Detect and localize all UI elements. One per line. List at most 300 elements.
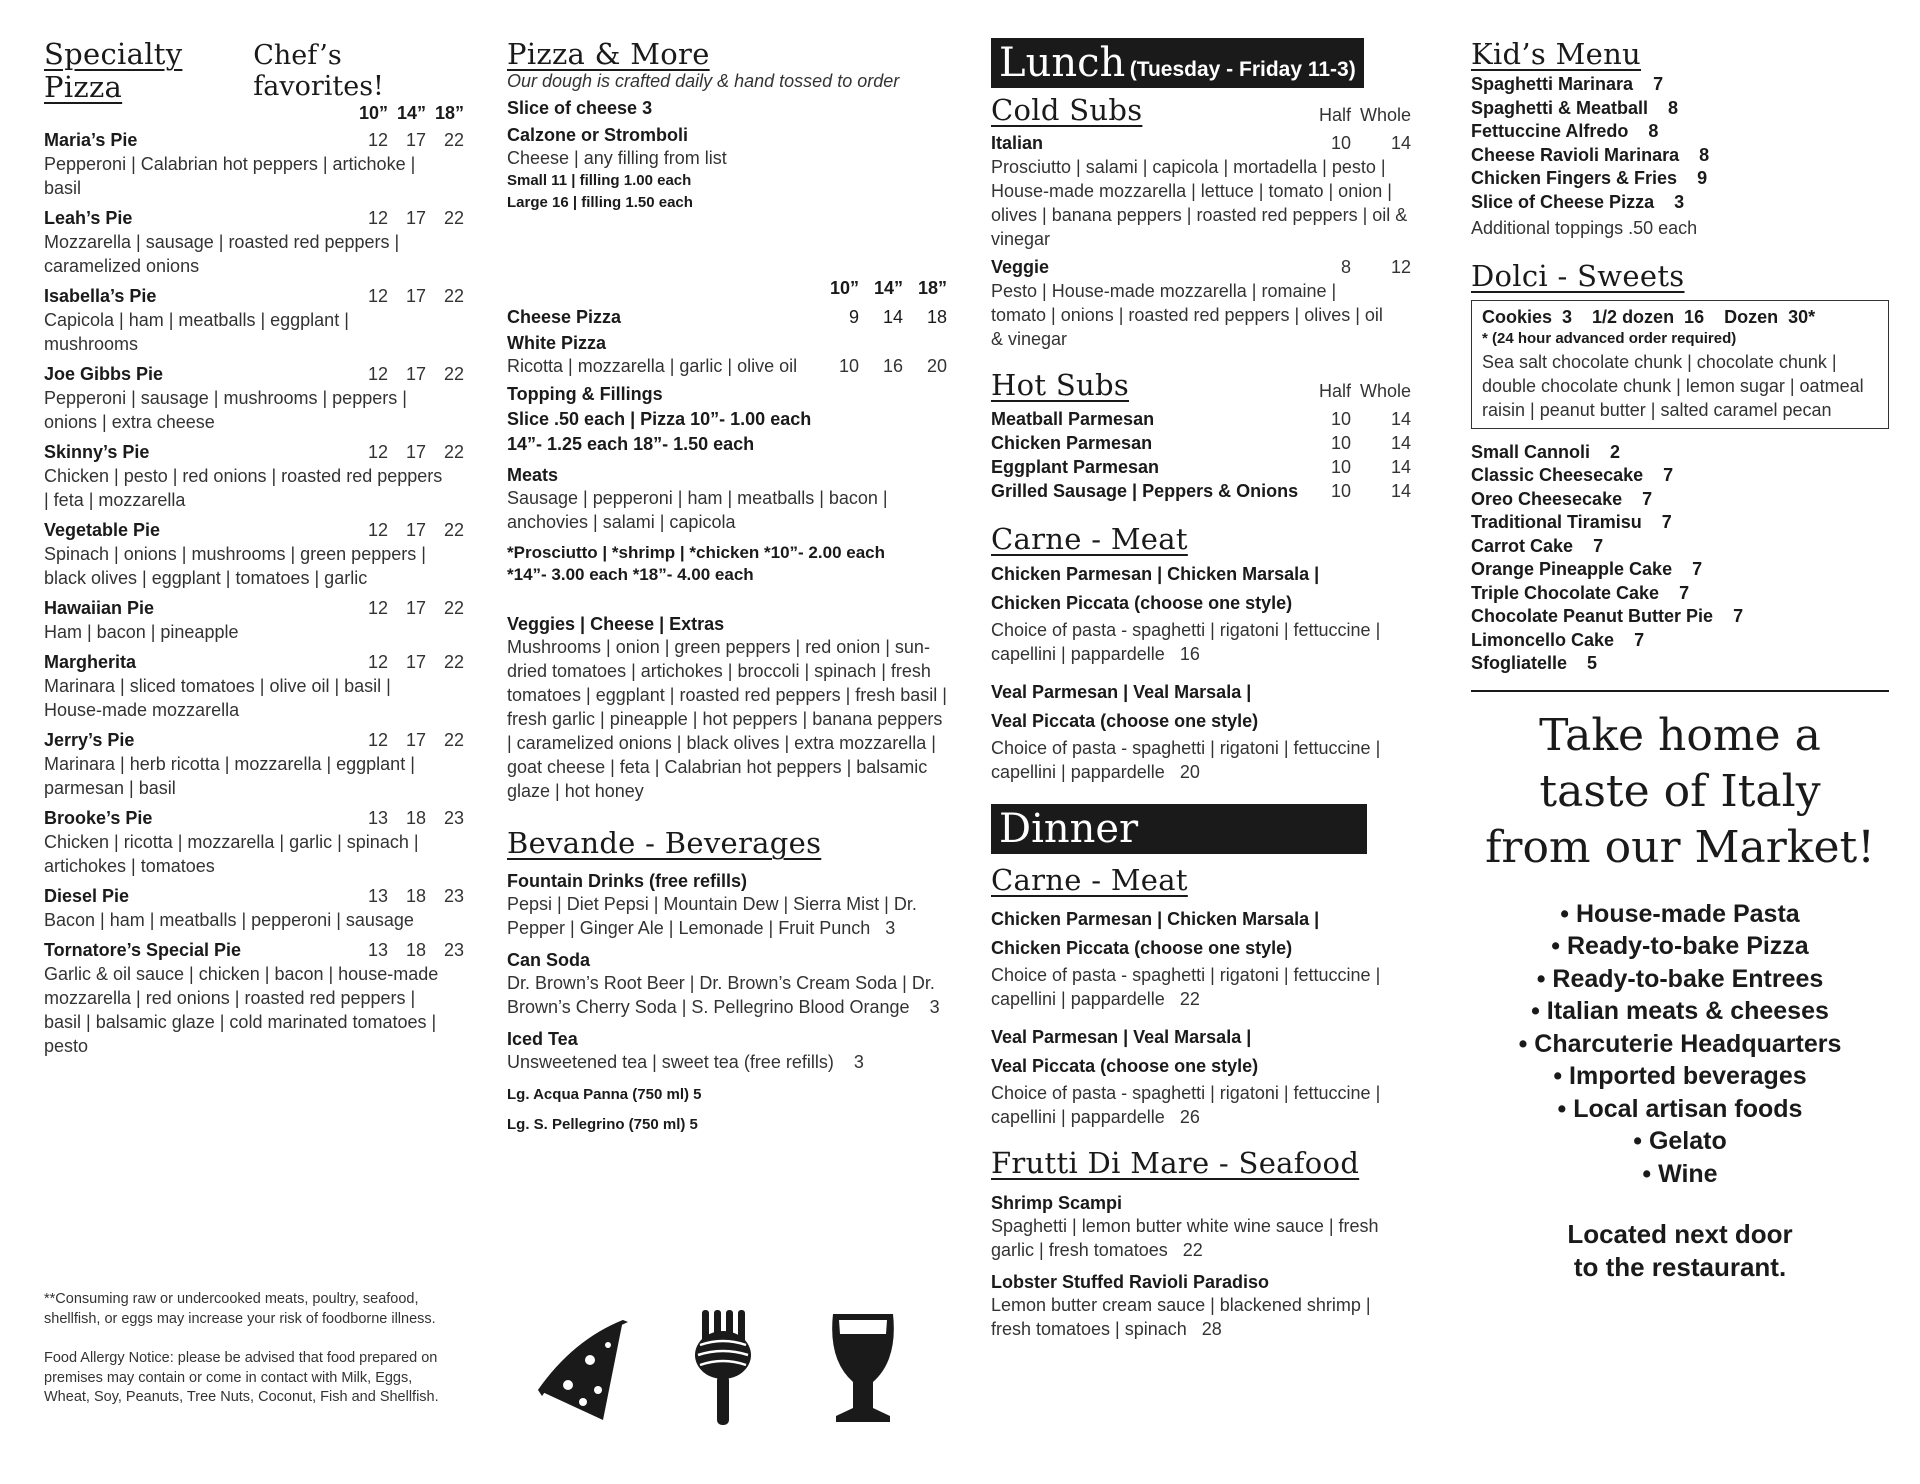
specialty-pizza-row [44,884,464,908]
can-soda-desc-text: Dr. Brown’s Root Beer | Dr. Brown’s Cream Soda | Dr. Brown’s Cherry Soda | S. Pellegrino Blood Orange [507,972,935,1017]
pizza-price: 12 [367,207,388,228]
kids-item-price: 9 [1697,168,1708,189]
pizza-name: Isabella’s Pie [44,285,157,306]
pizza-desc: Chicken | ricotta | mozzarella | garlic | spinach | artichokes | tomatoes [44,831,419,876]
shrimp-title: Shrimp Scampi [991,1192,1123,1213]
pizza-name: Hawaiian Pie [44,597,155,618]
hot-sub-whole: 14 [1390,432,1411,453]
price-18: 20 [926,356,947,377]
size-10: 10” [829,278,859,299]
pizza-prices [350,596,464,620]
lobster-title: Lobster Stuffed Ravioli Paradiso [991,1271,1270,1292]
meats-title: Meats [507,465,559,486]
calzone-desc: Cheese | any filling from list [507,148,727,169]
specialty-pizza-item [44,128,464,200]
sweet-item [1471,582,1889,606]
sweet-item [1471,511,1889,535]
pizza-price: 12 [367,729,388,750]
pizza-price: 17 [405,519,426,540]
lobster-price: 28 [1201,1318,1222,1339]
hot-sub-name: Chicken Parmesan [991,432,1153,453]
kids-item-price: 8 [1648,121,1659,142]
iced-tea-title: Iced Tea [507,1028,578,1049]
market-title [1471,708,1889,876]
raw-food-warning: **Consuming raw or undercooked meats, poultry, seafood, shellfish, or eggs may increase your risk of foodborne illness. [44,1291,436,1327]
calzone-title: Calzone or Stromboli [507,125,689,146]
kids-item-name: Spaghetti Marinara [1471,74,1634,95]
kids-item-price: 3 [1674,191,1685,212]
can-soda-price: 3 [929,996,940,1017]
hot-subs-list [991,407,1411,503]
kids-item-price: 8 [1668,97,1679,118]
fountain-price: 3 [885,917,896,938]
sweet-item [1471,535,1889,559]
fork-spaghetti-icon [695,1310,751,1425]
calzone-small: Small 11 | filling 1.00 each [507,172,692,190]
toppings-title: Topping & Fillings [507,384,663,405]
pizza-prices [350,518,464,542]
size-14: 14” [873,278,903,299]
kids-item [1471,120,1889,144]
can-soda-title: Can Soda [507,949,591,970]
pizza-price: 12 [367,129,388,150]
dough-tagline: Our dough is crafted daily & hand tossed to order [507,71,900,92]
pizza-prices [350,884,464,908]
pizza-price: 23 [443,885,464,906]
sweet-item-price: 7 [1663,465,1674,486]
hot-sub-prices [1301,479,1411,503]
shrimp-desc-text: Spaghetti | lemon butter white wine sauce | fresh garlic | fresh tomatoes [991,1215,1379,1260]
pizza-prices [350,806,464,830]
half-label: Half [1318,105,1351,126]
dinner-veal-desc [991,1081,1411,1129]
pizza-name: Brooke’s Pie [44,807,153,828]
pizza-desc: Ham | bacon | pineapple [44,621,239,642]
specialty-pizza-row [44,128,464,152]
specialty-pizza-item [44,362,464,434]
pizza-desc: Capicola | ham | meatballs | eggplant | mushrooms [44,309,349,354]
dinner-chicken-price: 22 [1179,989,1200,1010]
pizza-price: 23 [443,939,464,960]
specialty-pizza-item [44,806,464,878]
market-bullet: • Gelato [1633,1127,1727,1156]
pizza-price: 22 [443,729,464,750]
pizza-desc: Mozzarella | sausage | roasted red peppers | caramelized onions [44,231,400,276]
calzone-large: Large 16 | filling 1.50 each [507,194,693,212]
pizza-price: 18 [405,885,426,906]
food-notice [44,1290,454,1408]
market-location [1471,1218,1889,1284]
hot-sub-half: 10 [1330,432,1351,453]
pizza-price: 12 [367,441,388,462]
white-pizza-name: White Pizza [507,333,607,354]
pizza-price: 22 [443,285,464,306]
pizza-prices [350,362,464,386]
sweet-item [1471,629,1889,653]
chefs-favorites-subtitle: Chef’s favorites! [253,40,384,102]
dinner-chicken-title [991,905,1411,963]
kids-item-name: Cheese Ravioli Marinara [1471,144,1680,165]
dinner-header [991,804,1367,854]
hot-sub-half: 10 [1330,480,1351,501]
hot-sub-whole: 14 [1390,456,1411,477]
market-bullet: • Wine [1642,1159,1718,1188]
pizza-name: Leah’s Pie [44,207,133,228]
pizza-price: 22 [443,441,464,462]
pizza-price: 17 [405,729,426,750]
lunch-chicken-desc-text: Choice of pasta - spaghetti | rigatoni | fettuccine | capellini | pappardelle [991,620,1381,665]
hot-sub-name: Meatball Parmesan [991,408,1155,429]
kids-item-price: 7 [1653,74,1664,95]
s-pellegrino: Lg. S. Pellegrino (750 ml) 5 [507,1115,698,1133]
seafood-title: Frutti Di Mare - Seafood [991,1146,1360,1181]
size-18: 18” [434,102,464,123]
specialty-pizza-item [44,938,464,1058]
pizza-desc: Marinara | sliced tomatoes | olive oil | basil | House-made mozzarella [44,675,391,720]
iced-tea-desc [507,1050,947,1074]
pizza-prices [350,128,464,152]
lunch-carne-title: Carne - Meat [991,521,1188,556]
veggie-row [991,255,1411,279]
size-18: 18” [917,278,947,299]
lunch-title: Lunch [999,40,1126,86]
location-line-1: Located next door [1567,1219,1793,1250]
kids-toppings-note: Additional toppings .50 each [1471,218,1698,239]
hot-sub-half: 10 [1330,456,1351,477]
half-label: Half [1318,380,1351,401]
market-title-line-1: Take home a [1539,709,1821,761]
sweet-item-price: 7 [1634,629,1645,650]
sweet-item [1471,652,1889,676]
lunch-header [991,38,1364,88]
pizza-price: 13 [367,885,388,906]
pizza-desc: Pepperoni | sausage | mushrooms | peppers | onions | extra cheese [44,387,407,432]
hot-sub-prices [1301,407,1411,431]
sweet-item [1471,464,1889,488]
sweet-item-price: 5 [1587,653,1598,674]
pizza-price: 18 [405,807,426,828]
sweet-item-name: Triple Chocolate Cake [1471,582,1660,603]
sweet-item-price: 2 [1610,441,1621,462]
italian-whole: 14 [1390,133,1411,154]
specialty-pizza-item [44,596,464,644]
specialty-pizza-row [44,728,464,752]
kids-item [1471,97,1889,121]
pizza-price: 18 [405,939,426,960]
pizza-desc: Pepperoni | Calabrian hot peppers | artichoke | basil [44,153,416,198]
veggies-title: Veggies | Cheese | Extras [507,614,725,635]
iced-tea-price: 3 [853,1051,864,1072]
price-14: 16 [882,356,903,377]
sweet-item-name: Chocolate Peanut Butter Pie [1471,606,1714,627]
pizza-price: 17 [405,285,426,306]
italian-half: 10 [1330,133,1351,154]
lobster-desc-text: Lemon butter cream sauce | blackened shrimp | fresh tomatoes | spinach [991,1294,1371,1339]
pizza-price: 22 [443,597,464,618]
pizza-price: 17 [405,441,426,462]
sweet-item-name: Carrot Cake [1471,535,1574,556]
fountain-desc [507,892,947,940]
sweet-item [1471,605,1889,629]
sweet-item-name: Limoncello Cake [1471,629,1615,650]
sweet-item [1471,441,1889,465]
specialty-pizza-item [44,206,464,278]
kids-menu-title: Kid’s Menu [1471,37,1642,71]
lunch-hours: (Tuesday - Friday 11-3) [1129,58,1356,81]
iced-tea-desc-text: Unsweetened tea | sweet tea (free refills) [507,1051,834,1072]
dinner-chicken-desc [991,963,1411,1011]
sweet-item-name: Sfogliatelle [1471,653,1568,674]
pizza-name: Maria’s Pie [44,129,138,150]
hot-sub-row [991,455,1411,479]
pizza-price: 12 [367,651,388,672]
lunch-chicken-title [991,560,1411,618]
dinner-chicken-line-2: Chicken Piccata (choose one style) [991,938,1293,959]
pizza-price: 22 [443,129,464,150]
lunch-chicken-line-1: Chicken Parmesan | Chicken Marsala | [991,564,1320,585]
dinner-veal-price: 26 [1179,1107,1200,1128]
cheese-pizza-row [507,305,947,329]
sweet-item-price: 7 [1733,606,1744,627]
price-14: 14 [882,307,903,328]
sweet-item-price: 7 [1692,559,1703,580]
pizza-price: 22 [443,651,464,672]
cookies-box [1471,300,1889,429]
hot-sub-half: 10 [1330,408,1351,429]
kids-item [1471,167,1889,191]
dinner-title: Dinner [999,806,1139,853]
premium-toppings [507,542,947,586]
size-10: 10” [358,102,388,123]
pizza-name: Margherita [44,651,137,672]
specialty-pizza-item [44,728,464,800]
lunch-veal-title [991,678,1411,736]
specialty-size-header [44,103,464,124]
divider [1471,690,1889,692]
toppings-block [507,382,947,457]
fountain-title: Fountain Drinks (free refills) [507,870,748,891]
hot-subs-title: Hot Subs [991,368,1130,403]
kids-item [1471,144,1889,168]
market-bullet: • Italian meats & cheeses [1531,997,1829,1026]
lunch-chicken-desc [991,618,1411,666]
pizza-price: 17 [405,597,426,618]
sweet-item-name: Oreo Cheesecake [1471,488,1623,509]
pizza-price: 17 [405,651,426,672]
veggie-desc: Pesto | House-made mozzarella | romaine | tomato | onions | roasted red peppers | olives | oil & vinegar [991,281,1383,350]
pizza-desc: Spinach | onions | mushrooms | green peppers | black olives | eggplant | tomatoes | garlic [44,543,426,588]
pizza-prices [350,650,464,674]
specialty-pizza-row [44,440,464,464]
premium-line-2: *14”- 3.00 each *18”- 4.00 each [507,565,754,585]
specialty-pizza-row [44,518,464,542]
kids-sweets-market-column [1471,38,1889,1284]
specialty-pizza-row [44,650,464,674]
market-bullet: • Ready-to-bake Entrees [1536,964,1824,993]
sweet-item-name: Traditional Tiramisu [1471,512,1642,533]
sweets-title: Dolci - Sweets [1471,259,1685,294]
kids-item-name: Chicken Fingers & Fries [1471,168,1678,189]
specialty-pizza-item [44,650,464,722]
beverages-title: Bevande - Beverages [507,826,822,861]
pizza-name: Jerry’s Pie [44,729,135,750]
specialty-pizza-row [44,362,464,386]
kids-item-name: Fettuccine Alfredo [1471,121,1629,142]
price-10: 9 [848,307,859,328]
pizza-prices [350,728,464,752]
market-bullet: • Charcuterie Headquarters [1518,1029,1842,1058]
white-pizza-desc: Ricotta | mozzarella | garlic | olive oil [507,356,798,377]
specialty-pizza-row [44,806,464,830]
pizza-price: 17 [405,129,426,150]
market-bullet: • Local artisan foods [1557,1094,1803,1123]
pizza-name: Joe Gibbs Pie [44,363,164,384]
price-18: 18 [926,307,947,328]
hot-subs-header [991,369,1411,402]
pizza-prices [350,284,464,308]
menu-icons [528,1300,928,1435]
sweet-item-name: Classic Cheesecake [1471,465,1644,486]
pizza-desc: Chicken | pesto | red onions | roasted red peppers | feta | mozzarella [44,465,443,510]
wine-glass-icon [832,1314,894,1422]
specialty-pizza-row [44,596,464,620]
lunch-chicken-line-2: Chicken Piccata (choose one style) [991,593,1293,614]
pizza-name: Skinny’s Pie [44,441,150,462]
sweet-item-price: 7 [1661,512,1672,533]
italian-row [991,131,1411,155]
meats-desc: Sausage | pepperoni | ham | meatballs | bacon | anchovies | salami | capicola [507,488,888,533]
pizza-price: 12 [367,519,388,540]
sweet-item-price: 7 [1679,582,1690,603]
sweet-item-name: Orange Pineapple Cake [1471,559,1673,580]
dinner-veal-line-1: Veal Parmesan | Veal Marsala | [991,1027,1252,1048]
italian-name: Italian [991,133,1044,154]
hot-sub-whole: 14 [1390,480,1411,501]
pizza-price: 17 [405,363,426,384]
pizza-more-column [507,38,947,1136]
pizza-desc: Bacon | ham | meatballs | pepperoni | sausage [44,909,414,930]
acqua-panna: Lg. Acqua Panna (750 ml) 5 [507,1085,702,1103]
specialty-pizza-item [44,518,464,590]
market-title-line-2: taste of Italy [1539,765,1821,817]
lunch-veal-desc-text: Choice of pasta - spaghetti | rigatoni | fettuccine | capellini | pappardelle [991,738,1381,783]
toppings-line-1: Slice .50 each | Pizza 10”- 1.00 each [507,409,812,430]
shrimp-price: 22 [1182,1239,1203,1260]
pizza-size-header [507,278,947,299]
hot-sub-prices [1301,455,1411,479]
lunch-veal-line-2: Veal Piccata (choose one style) [991,711,1259,732]
hot-sub-row [991,431,1411,455]
veggies-desc: Mushrooms | onion | green peppers | red onion | sun-dried tomatoes | artichokes | broccoli | spinach | fresh tomatoes | eggplant | roasted red peppers | fresh basil | fresh garlic | pineapple | hot peppers | banana peppers | caramelized onions | black olives | extra mozzarella | goat cheese | feta | Calabrian hot peppers | balsamic glaze | hot honey [507,637,947,802]
dinner-chicken-line-1: Chicken Parmesan | Chicken Marsala | [991,909,1320,930]
pizza-price: 17 [405,207,426,228]
pizza-desc: Garlic & oil sauce | chicken | bacon | house-made mozzarella | red onions | roasted red peppers | basil | balsamic glaze | cold marinated tomatoes | pesto [44,963,439,1056]
pizza-desc: Marinara | herb ricotta | mozzarella | eggplant | parmesan | basil [44,753,415,798]
pizza-name: Diesel Pie [44,885,130,906]
hot-sub-row [991,479,1411,503]
pizza-price: 12 [367,285,388,306]
size-14: 14” [396,102,426,123]
dinner-veal-line-2: Veal Piccata (choose one style) [991,1056,1259,1077]
pizza-name: Tornatore’s Special Pie [44,939,242,960]
can-soda-desc [507,971,947,1019]
dinner-veal-desc-text: Choice of pasta - spaghetti | rigatoni | fettuccine | capellini | pappardelle [991,1083,1381,1128]
specialty-pizza-item [44,440,464,512]
specialty-pizza-row [44,938,464,962]
pizza-price: 23 [443,807,464,828]
specialty-pizza-item [44,884,464,932]
kids-item [1471,191,1889,215]
lunch-chicken-price: 16 [1179,644,1200,665]
pizza-price: 12 [367,363,388,384]
hot-sub-prices [1301,431,1411,455]
premium-line-1: *Prosciutto | *shrimp | *chicken *10”- 2.00 each [507,543,885,563]
hot-sub-name: Eggplant Parmesan [991,456,1160,477]
kids-item [1471,73,1889,97]
cookies-note: * (24 hour advanced order required) [1482,329,1737,347]
pizza-more-title: Pizza & More [507,37,710,71]
dinner-carne-title: Carne - Meat [991,863,1188,898]
kids-item-name: Spaghetti & Meatball [1471,97,1649,118]
cookies-desc: Sea salt chocolate chunk | chocolate chunk | double chocolate chunk | lemon sugar | oatmeal raisin | peanut butter | salted caramel pecan [1482,351,1864,420]
veggie-name: Veggie [991,257,1050,278]
kids-item-name: Slice of Cheese Pizza [1471,191,1655,212]
sweet-item-price: 7 [1642,488,1653,509]
market-bullets [1471,898,1889,1191]
veggie-half: 8 [1340,257,1351,278]
whole-label: Whole [1359,105,1411,126]
sweet-item-price: 7 [1593,535,1604,556]
market-title-line-3: from our Market! [1485,821,1875,873]
market-bullet: • Ready-to-bake Pizza [1551,932,1809,961]
veggie-whole: 12 [1390,257,1411,278]
specialty-pizza-row [44,206,464,230]
cookies-prices: Cookies 3 1/2 dozen 16 Dozen 30* [1482,306,1816,327]
specialty-pizza-list [44,128,464,1058]
pizza-price: 13 [367,807,388,828]
white-pizza-row [507,354,947,378]
cold-subs-title: Cold Subs [991,93,1143,127]
market-bullet: • House-made Pasta [1560,899,1800,928]
lunch-veal-price: 20 [1179,762,1200,783]
slice-of-cheese: Slice of cheese 3 [507,98,653,119]
cheese-pizza-name: Cheese Pizza [507,307,622,328]
hot-sub-row [991,407,1411,431]
toppings-line-2: 14”- 1.25 each 18”- 1.50 each [507,434,755,455]
allergy-notice: Food Allergy Notice: please be advised that food prepared on premises may contain or come in contact with Milk, Eggs, Wheat, Soy, Peanuts, Tree Nuts, Coconut, Fish and Shellfish. [44,1350,439,1405]
kids-item-price: 8 [1699,144,1710,165]
specialty-pizza-row [44,284,464,308]
lunch-veal-line-1: Veal Parmesan | Veal Marsala | [991,682,1252,703]
lunch-veal-desc [991,736,1411,784]
kids-menu-list [1471,73,1889,214]
sweet-item [1471,558,1889,582]
pizza-name: Vegetable Pie [44,519,161,540]
hot-sub-whole: 14 [1390,408,1411,429]
dinner-veal-title [991,1023,1411,1081]
price-10: 10 [838,356,859,377]
cold-subs-header [991,94,1411,127]
specialty-pizza-title: Specialty Pizza [44,37,183,105]
specialty-pizza-column [44,38,464,1064]
pizza-price: 22 [443,519,464,540]
pizza-slice-icon [538,1320,628,1420]
hot-sub-name: Grilled Sausage | Peppers & Onions [991,480,1299,501]
pizza-price: 22 [443,363,464,384]
italian-desc: Prosciutto | salami | capicola | mortadella | pesto | House-made mozzarella | lettuce | tomato | onion | olives | banana peppers | roasted red peppers | oil & vinegar [991,157,1408,250]
market-bullet: • Imported beverages [1553,1062,1807,1091]
pizza-prices [350,938,464,962]
